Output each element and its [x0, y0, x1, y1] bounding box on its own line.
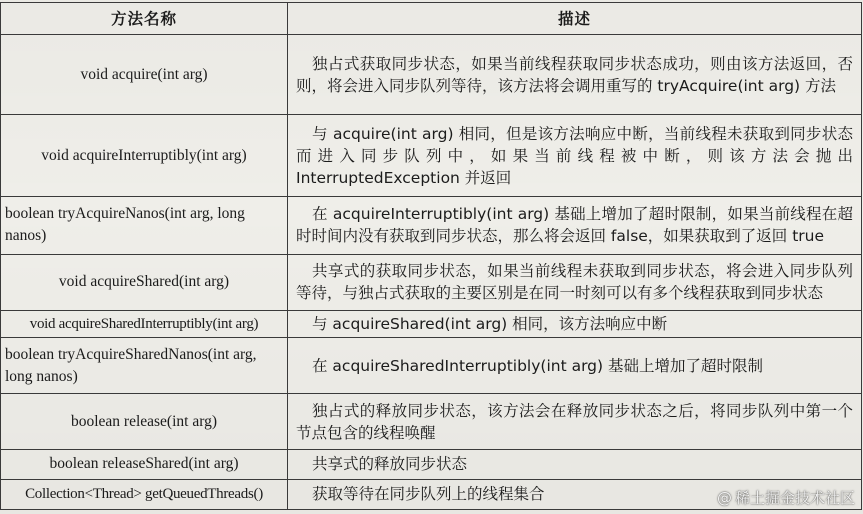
table-row [1, 338, 862, 394]
watermark-text: 稀土掘金技术社区 [734, 489, 855, 507]
method-description-release: 独占式的释放同步状态，该方法会在释放同步状态之后，将同步队列中第一个节点包含的线程唤醒 [288, 394, 862, 450]
method-name-try-acquire-nanos: boolean tryAcquireNanos(int arg, long nanos) [1, 196, 288, 254]
table-header-row [1, 3, 862, 35]
table-row [1, 254, 862, 310]
table-row [1, 310, 862, 338]
method-description-try-acquire-nanos: 在 acquireInterruptibly(int arg) 基础上增加了超时限制，如果当前线程在超时时间内没有获取到同步状态，那么将会返回 false，如果获取到了返回 true [288, 196, 862, 254]
table-row [1, 479, 862, 509]
method-description-acquire-interruptibly: 与 acquire(int arg) 相同，但是该方法响应中断，当前线程未获取到同步状态而进入同步队列中，如果当前线程被中断，则该方法会抛出 InterruptedException 并返回 [288, 115, 862, 196]
table-row [1, 35, 862, 115]
method-name-acquire-shared-interruptibly: void acquireSharedInterruptibly(int arg) [1, 310, 288, 338]
table-row [1, 115, 862, 196]
table-row [1, 394, 862, 450]
table-row [1, 449, 862, 479]
header-method-name: 方法名称 [1, 3, 288, 35]
method-description-acquire-shared-interruptibly: 与 acquireShared(int arg) 相同，该方法响应中断 [288, 310, 862, 338]
method-description-acquire: 独占式获取同步状态，如果当前线程获取同步状态成功，则由该方法返回，否则，将会进入同步队列等待，该方法将会调用重写的 tryAcquire(int arg) 方法 [288, 35, 862, 115]
method-description-acquire-shared: 共享式的获取同步状态，如果当前线程未获取到同步状态，将会进入同步队列等待，与独占式获取的主要区别是在同一时刻可以有多个线程获取到同步状态 [288, 254, 862, 310]
watermark-at-icon: @ [716, 488, 732, 507]
method-description-release-shared: 共享式的释放同步状态 [288, 449, 862, 479]
method-table [0, 2, 862, 510]
method-name-release-shared: boolean releaseShared(int arg) [1, 449, 288, 479]
method-name-release: boolean release(int arg) [1, 394, 288, 450]
method-name-acquire-shared: void acquireShared(int arg) [1, 254, 288, 310]
method-name-try-acquire-shared-nanos: boolean tryAcquireSharedNanos(int arg, long nanos) [1, 338, 288, 394]
method-name-acquire: void acquire(int arg) [1, 35, 288, 115]
method-name-acquire-interruptibly: void acquireInterruptibly(int arg) [1, 115, 288, 196]
method-name-get-queued-threads: Collection<Thread> getQueuedThreads() [1, 479, 288, 509]
method-description-get-queued-threads: 获取等待在同步队列上的线程集合 [288, 479, 862, 509]
header-description: 描述 [288, 3, 862, 35]
method-description-try-acquire-shared-nanos: 在 acquireSharedInterruptibly(int arg) 基础上增加了超时限制 [288, 338, 862, 394]
table-row [1, 196, 862, 254]
